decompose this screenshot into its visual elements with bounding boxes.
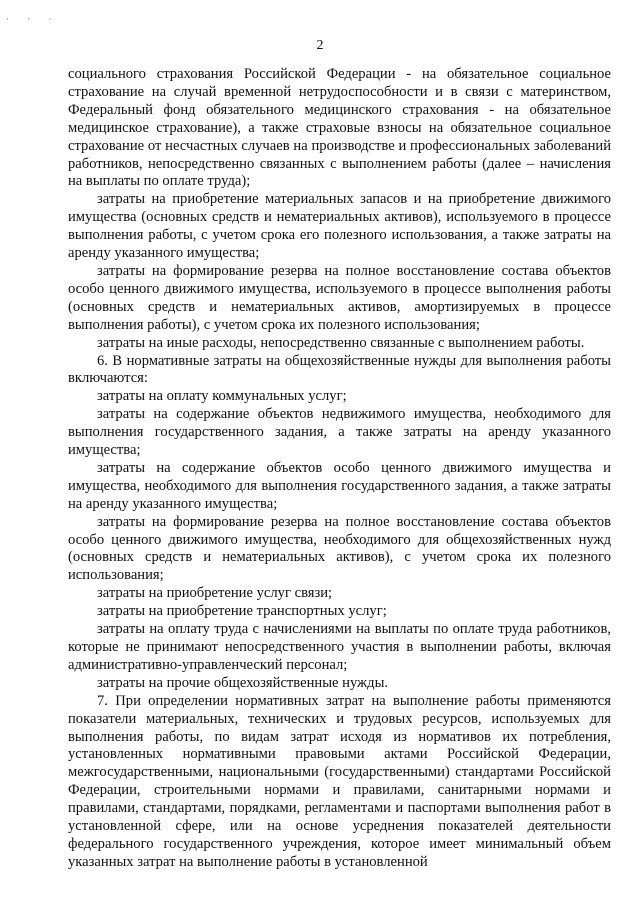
paragraph-9: затраты на формирование резерва на полное восстановление состава объектов особо ценного движимого имущества, необходимого для общехозяйственных нужд (основных средств и нематериальных активов), с учетом срока их полезного использования;: [68, 513, 611, 584]
paragraph-6: затраты на оплату коммунальных услуг;: [97, 388, 347, 405]
paragraph-3: затраты на формирование резерва на полное восстановление состава объектов особо ценного движимого имущества, используемого в процессе выполнения работы (основных средств и нематериальных активов, амортизируемых в процессе выполнения работы), с учетом срока их полезного использования;: [68, 262, 611, 333]
paragraph-4: затраты на иные расходы, непосредственно связанные с выполнением работы.: [97, 334, 585, 351]
paragraph-1: социального страхования Российской Федерации - на обязательное социальное страхование на случай временной нетрудоспособности и в связи с материнством, Федеральный фонд обязательного медицинского страхования - на обязательное медицинское страхование), а также страховые взносы на обязательное социальное страхование от несчастных случаев на производстве и профессиональных заболеваний работников, непосредственно связанных с выполнением работы (далее – начисления на выплаты по оплате труда);: [68, 66, 611, 190]
paragraph-5: 6. В нормативные затраты на общехозяйственные нужды для выполнения работы включаются:: [68, 352, 611, 387]
paragraph-7: затраты на содержание объектов недвижимого имущества, необходимого для выполнения государственного задания, а также затраты на аренду указанного имущества;: [68, 406, 611, 459]
paragraph-10: затраты на приобретение услуг связи;: [97, 585, 333, 602]
scan-specks: · · ·: [6, 14, 60, 24]
paragraph-13: затраты на прочие общехозяйственные нужды.: [97, 674, 389, 691]
page-number: 2: [316, 38, 324, 53]
paragraph-11: затраты на приобретение транспортных услуг;: [97, 603, 387, 620]
paragraph-8: затраты на содержание объектов особо ценного движимого имущества и имущества, необходимого для выполнения государственного задания, а также затраты на аренду указанного имущества;: [68, 459, 611, 512]
paragraph-14: 7. При определении нормативных затрат на выполнение работы применяются показатели материальных, технических и трудовых ресурсов, используемых для выполнения работы, по видам затрат исходя из нормативов их потребления, установленных нормативными правовыми актами Российской Федерации, межгосударственными, национальными (государственными) стандартами Российской Федерации, строительными нормами и правилами, санитарными нормами и правилами, стандартами, порядками, регламентами и паспортами выполнения работ в установленной сфере, или на основе усреднения показателей деятельности федерального государственного учреждения, которое имеет минимальный объем указанных затрат на выполнение работы в установленной: [68, 692, 611, 870]
paragraph-2: затраты на приобретение материальных запасов и на приобретение движимого имущества (основных средств и нематериальных активов), используемого в процессе выполнения работы, с учетом срока его полезного использования, а также затраты на аренду указанного имущества;: [68, 191, 611, 262]
document-body: [68, 66, 611, 872]
paragraph-12: затраты на оплату труда с начислениями на выплаты по оплате труда работников, которые не принимают непосредственного участия в выполнении работы, включая административно-управленческий персонал;: [68, 621, 611, 673]
